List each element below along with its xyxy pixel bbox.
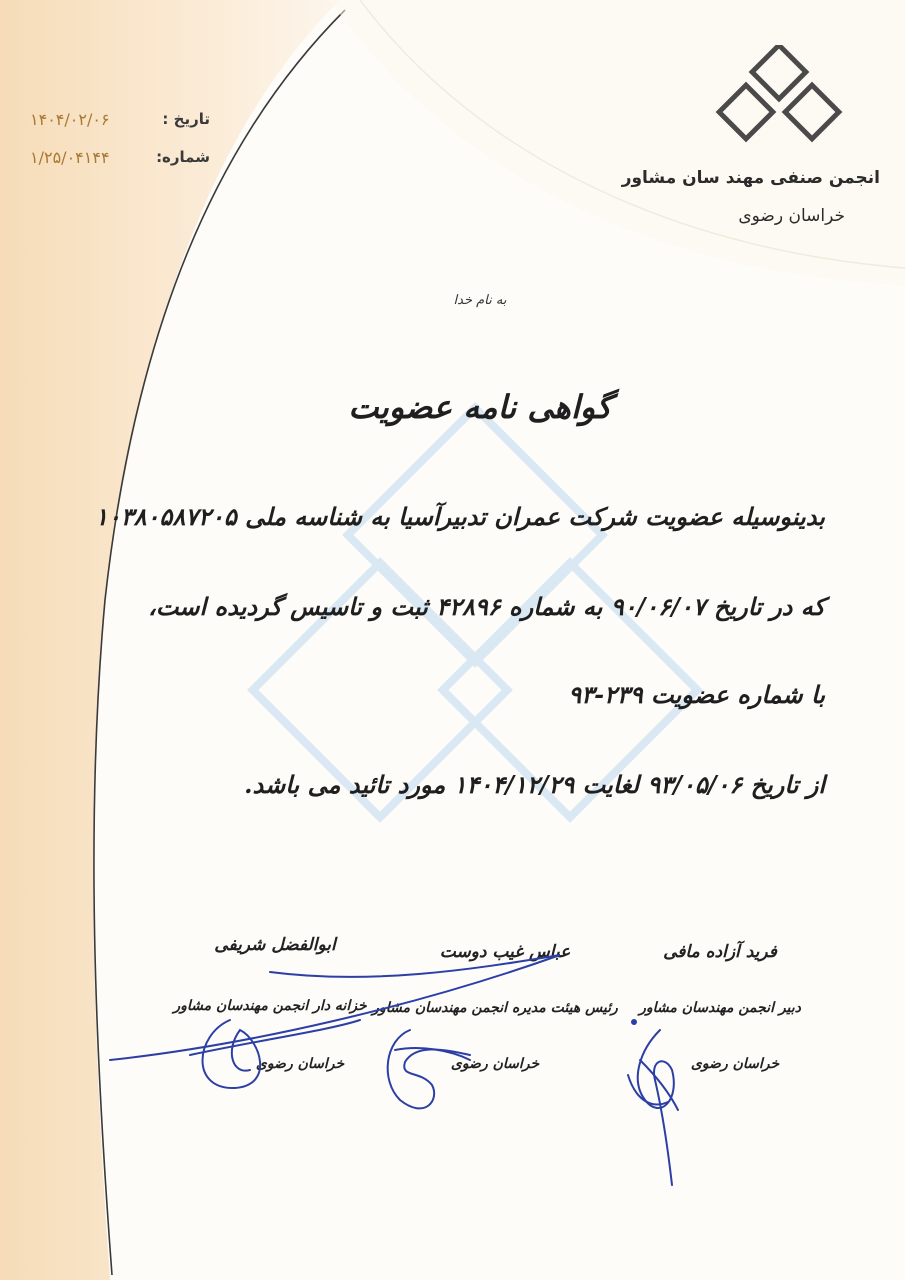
certificate-title: گواهی نامه عضویت xyxy=(348,388,612,426)
signatory-1-name: فرید آزاده مافی xyxy=(663,942,777,962)
number-row xyxy=(30,148,210,174)
signatory-2-region: خراسان رضوی xyxy=(450,1056,540,1072)
diamond-lattice-logo-icon xyxy=(705,45,855,155)
body-line-3: با شماره عضویت ۲۳۹-۹۳ xyxy=(568,680,825,709)
organization-name: انجمن صنفی مهند سان مشاور xyxy=(621,168,880,188)
signatory-2-role: رئیس هیئت مدیره انجمن مهندسان مشاور xyxy=(372,1000,618,1016)
date-row xyxy=(30,110,210,136)
body-line-4: از تاریخ ۹۳/۰۵/۰۶ لغایت ۱۴۰۴/۱۲/۲۹ مورد تائید می باشد. xyxy=(244,770,825,799)
organization-region: خراسان رضوی xyxy=(738,206,845,226)
number-value: ۱/۲۵/۰۴۱۴۴ xyxy=(30,148,110,167)
body-line-1: بدینوسیله عضویت شرکت عمران تدبیرآسیا به شناسه ملی ۱۰۳۸۰۵۸۷۲۰۵ xyxy=(94,502,825,531)
signatory-3-name: ابوالفضل شریفی xyxy=(214,935,336,955)
number-label: شماره: xyxy=(156,148,210,166)
basmala: به نام خدا xyxy=(453,293,507,308)
signatory-3-role: خزانه دار انجمن مهندسان مشاور xyxy=(173,998,367,1014)
signatory-3-region: خراسان رضوی xyxy=(255,1056,345,1072)
signatory-2-name: عباس غیب دوست xyxy=(439,942,571,962)
signatory-1-region: خراسان رضوی xyxy=(690,1056,780,1072)
body-line-2: که در تاریخ ۹۰/۰۶/۰۷ به شماره ۴۲۸۹۶ ثبت و تاسیس گردیده است، xyxy=(148,592,825,621)
date-value: ۱۴۰۴/۰۲/۰۶ xyxy=(30,110,110,129)
signatory-1-role: دبیر انجمن مهندسان مشاور xyxy=(639,1000,801,1016)
date-label: تاریخ : xyxy=(162,110,210,128)
